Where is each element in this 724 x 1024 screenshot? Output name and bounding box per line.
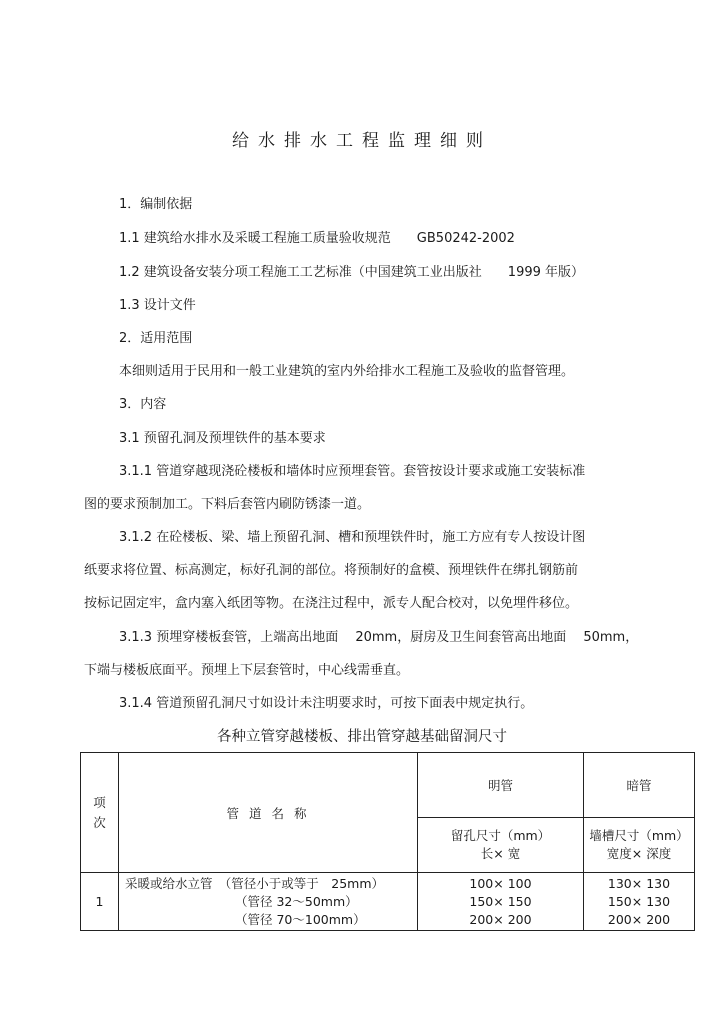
header-pipe-name	[119, 753, 418, 873]
exposed-sub-line-2: 长× 宽	[480, 846, 521, 861]
row-1-exposed-1: 100× 100	[469, 875, 532, 891]
header-pipe-name-label: 管 道 名 称	[226, 805, 310, 821]
concealed-sub-line-2: 宽度× 深度	[606, 846, 672, 861]
section-2-text: 本细则适用于民用和一般工业建筑的室内外给排水工程施工及验收的监督管理。	[119, 364, 575, 379]
section-1-3: 1.3 设计文件	[119, 298, 196, 313]
section-3-1-2-line-3: 按标记固定牢，盒内塞入纸团等物。在浇注过程中，派专人配合校对，以免埋件移位。	[84, 596, 579, 611]
pipe-opening-table	[80, 752, 695, 931]
section-3-1-1-line-2: 图的要求预制加工。下料后套管内刷防锈漆一道。	[84, 497, 371, 512]
exposed-sub-line-1: 留孔尺寸（mm）	[450, 828, 551, 843]
section-3-1: 3.1 预留孔洞及预埋铁件的基本要求	[119, 431, 326, 446]
section-3-1-1-line-1: 3.1.1 管道穿越现浇砼楼板和墙体时应预埋套管。套管按设计要求或施工安装标准	[119, 464, 586, 479]
row-1-concealed-3: 200× 200	[607, 911, 671, 927]
row-1-name-line-2: （管径 32～50mm）	[235, 893, 358, 909]
concealed-sub-line-1: 墙槽尺寸（mm）	[589, 828, 689, 843]
section-3-1-3-line-2: 下端与楼板底面平。预埋上下层套管时，中心线需垂直。	[84, 663, 410, 678]
row-1-exposed-2: 150× 150	[469, 893, 532, 909]
header-concealed-sub	[584, 818, 695, 873]
section-3-1-2-line-1: 3.1.2 在砼楼板、梁、墙上预留孔洞、槽和预埋铁件时，施工方应有专人按设计图	[119, 530, 586, 545]
header-exposed-sub	[418, 818, 584, 873]
section-3-1-3-line-1: 3.1.3 预埋穿楼板套管，上端高出地面 20mm，厨房及卫生间套管高出地面 50mm，	[119, 630, 639, 645]
row-1-exposed	[418, 873, 584, 931]
header-index-label: 项 次	[93, 794, 106, 830]
row-1-concealed-1: 130× 130	[607, 875, 671, 891]
row-1-name	[119, 873, 418, 931]
section-1-1: 1.1 建筑给水排水及采暖工程施工质量验收规范 GB50242-2002	[119, 231, 515, 246]
row-1-concealed-2: 150× 130	[607, 893, 671, 909]
header-concealed-label: 暗管	[626, 778, 652, 793]
row-1-name-line-3: （管径 70～100mm）	[235, 911, 366, 927]
row-1-name-line-1: 采暖或给水立管 （管径小于或等于 25mm）	[125, 875, 385, 891]
section-3-1-2-line-2: 纸要求将位置、标高测定，标好孔洞的部位。将预制好的盒模、预埋铁件在绑扎钢筋前	[84, 563, 579, 578]
header-concealed	[584, 753, 695, 818]
section-3-1-4: 3.1.4 管道预留孔洞尺寸如设计未注明要求时，可按下面表中规定执行。	[119, 696, 534, 711]
section-2-heading: 2．适用范围	[119, 331, 193, 346]
row-1-exposed-3: 200× 200	[469, 911, 532, 927]
header-exposed-label: 明管	[487, 778, 513, 793]
table-row	[81, 873, 695, 931]
header-exposed	[418, 753, 584, 818]
row-1-concealed	[584, 873, 695, 931]
document-title: 给水排水工程监理细则	[232, 131, 492, 151]
section-3-heading: 3．内容	[119, 397, 167, 412]
row-1-index: 1	[81, 873, 119, 931]
section-1-2: 1.2 建筑设备安装分项工程施工工艺标准（中国建筑工业出版社 1999 年版）	[119, 265, 585, 280]
table-caption: 各种立管穿越楼板、排出管穿越基础留洞尺寸	[217, 729, 507, 745]
header-index	[81, 753, 119, 873]
section-1-heading: 1．编制依据	[119, 197, 193, 212]
